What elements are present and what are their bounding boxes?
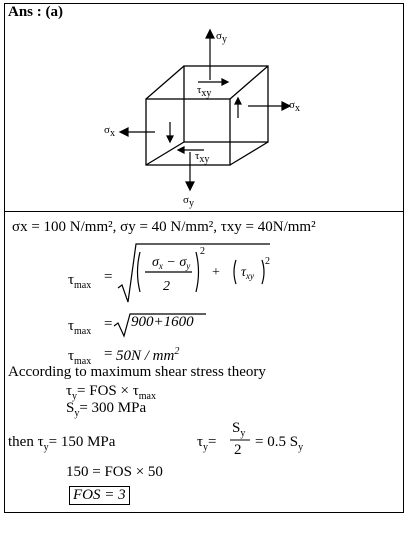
- sigma-x-right-label: σx: [289, 99, 300, 115]
- eq3-rhs: $50N / mm^2$: [116, 346, 180, 364]
- tau-front-label: τxy: [195, 150, 210, 166]
- eq2-equals: =: [104, 316, 113, 332]
- eq3-equals: =: [104, 346, 113, 362]
- final-answer-box: FOS = 3: [69, 486, 130, 505]
- sigma-y-bottom-label: σy: [183, 194, 194, 210]
- tau-max-label-2: $\tau_{max}$: [68, 318, 92, 337]
- denominator-2: 2: [163, 279, 170, 294]
- svg-text:+: +: [212, 265, 220, 280]
- theory-line: According to maximum shear stress theory: [8, 364, 266, 380]
- sigma-x-left-label: σx: [104, 124, 115, 140]
- half-result: = 0.5 $S_y$: [255, 434, 304, 453]
- tau-max-label-1: $\tau_{max}$: [68, 272, 92, 291]
- answer-label: Ans : (a): [8, 4, 63, 20]
- tau-max-label-3: $\tau_{max}$: [68, 348, 92, 367]
- svg-text:τxy: $\tau_{xy}$: [241, 265, 255, 281]
- given-values-line: σx = 100 N/mm², σy = 40 N/mm², τxy = 40N/mm²: [12, 219, 316, 235]
- tau-y-half: $\tau_y=$: [197, 434, 217, 453]
- half-denominator: 2: [234, 442, 242, 458]
- eq2-rhs: 900+1600: [131, 314, 194, 330]
- svg-text:2: 2: [265, 256, 270, 267]
- sy-line: $S_y= 300$ MPa: [66, 400, 147, 419]
- svg-text:2: 2: [200, 246, 205, 257]
- eq1-equals: =: [104, 269, 113, 285]
- then-line: then $\tau_y= 150$ MPa: [8, 434, 116, 453]
- fos-line: $\tau_y=$ FOS × $\tau_{max}$: [66, 383, 156, 402]
- sx-minus-sy: $\sigma_x - \sigma_y$: [152, 255, 191, 271]
- tau-top-label: τxy: [197, 84, 212, 100]
- eq-150-line: 150 = FOS × 50: [66, 464, 163, 480]
- half-numerator: $S_y$: [232, 420, 246, 439]
- sigma-y-top-label: σy: [216, 30, 227, 46]
